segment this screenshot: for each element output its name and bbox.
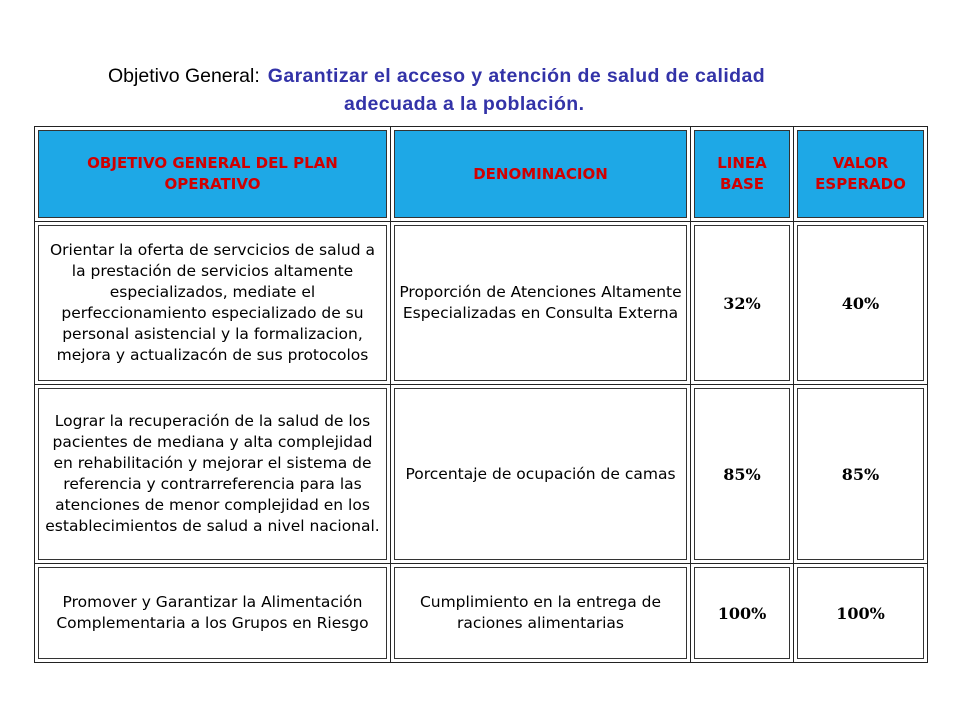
cell-denominacion bbox=[391, 385, 691, 564]
row-valor-esperado-value: 100% bbox=[836, 603, 885, 623]
table-row bbox=[35, 564, 928, 663]
objective-label: Objetivo General: bbox=[108, 65, 260, 87]
objective-text-line2: adecuada a la población. bbox=[344, 93, 585, 115]
table-row bbox=[35, 222, 928, 385]
table-row bbox=[35, 385, 928, 564]
cell-linea-base bbox=[691, 385, 794, 564]
row-denominacion-text: Proporción de Atenciones Altamente Especializadas en Consulta Externa bbox=[399, 283, 682, 322]
cell-objetivo bbox=[35, 564, 391, 663]
cell-valor-esperado bbox=[794, 385, 928, 564]
cell-linea-base bbox=[691, 564, 794, 663]
cell-objetivo bbox=[35, 222, 391, 385]
cell-linea-base bbox=[691, 222, 794, 385]
operative-plan-table bbox=[34, 126, 928, 663]
cell-valor-esperado bbox=[794, 222, 928, 385]
header-denominacion-label: DENOMINACION bbox=[473, 164, 608, 183]
row-objetivo-text: Promover y Garantizar la Alimentación Complementaria a los Grupos en Riesgo bbox=[56, 593, 369, 632]
header-linea-base bbox=[691, 127, 794, 222]
row-valor-esperado-value: 85% bbox=[841, 464, 880, 484]
header-denominacion bbox=[391, 127, 691, 222]
row-linea-base-value: 100% bbox=[717, 603, 767, 623]
header-objetivo bbox=[35, 127, 391, 222]
row-linea-base-value: 32% bbox=[723, 293, 761, 313]
header-objetivo-label: OBJETIVO GENERAL DEL PLAN OPERATIVO bbox=[87, 154, 338, 193]
table-header-row bbox=[35, 127, 928, 222]
cell-denominacion bbox=[391, 222, 691, 385]
row-valor-esperado-value: 40% bbox=[841, 293, 880, 313]
row-objetivo-text: Lograr la recuperación de la salud de los pacientes de mediana y alta complejidad en rehabilitación y mejorar el sistema de referencia y contrarreferencia para las atenciones de menor complejidad en los establecimientos de salud a nivel nacional. bbox=[45, 412, 380, 535]
row-linea-base-value: 85% bbox=[723, 464, 761, 484]
cell-objetivo bbox=[35, 385, 391, 564]
cell-denominacion bbox=[391, 564, 691, 663]
row-denominacion-text: Porcentaje de ocupación de camas bbox=[405, 464, 676, 483]
row-denominacion-text: Cumplimiento en la entrega de raciones alimentarias bbox=[419, 593, 662, 632]
objective-text-line1: Garantizar el acceso y atención de salud de calidad bbox=[267, 65, 766, 87]
header-linea-base-label: LINEA BASE bbox=[717, 154, 767, 193]
header-valor-esperado-label: VALOR ESPERADO bbox=[815, 154, 906, 193]
objective-heading bbox=[108, 64, 928, 88]
row-objetivo-text: Orientar la oferta de servcicios de salud a la prestación de servicios altamente especializados, mediate el perfeccionamiento especializado de su personal asistencial y la formalizacion, mejora y actualizacón de sus protocolos bbox=[49, 241, 376, 364]
cell-valor-esperado bbox=[794, 564, 928, 663]
header-valor-esperado bbox=[794, 127, 928, 222]
